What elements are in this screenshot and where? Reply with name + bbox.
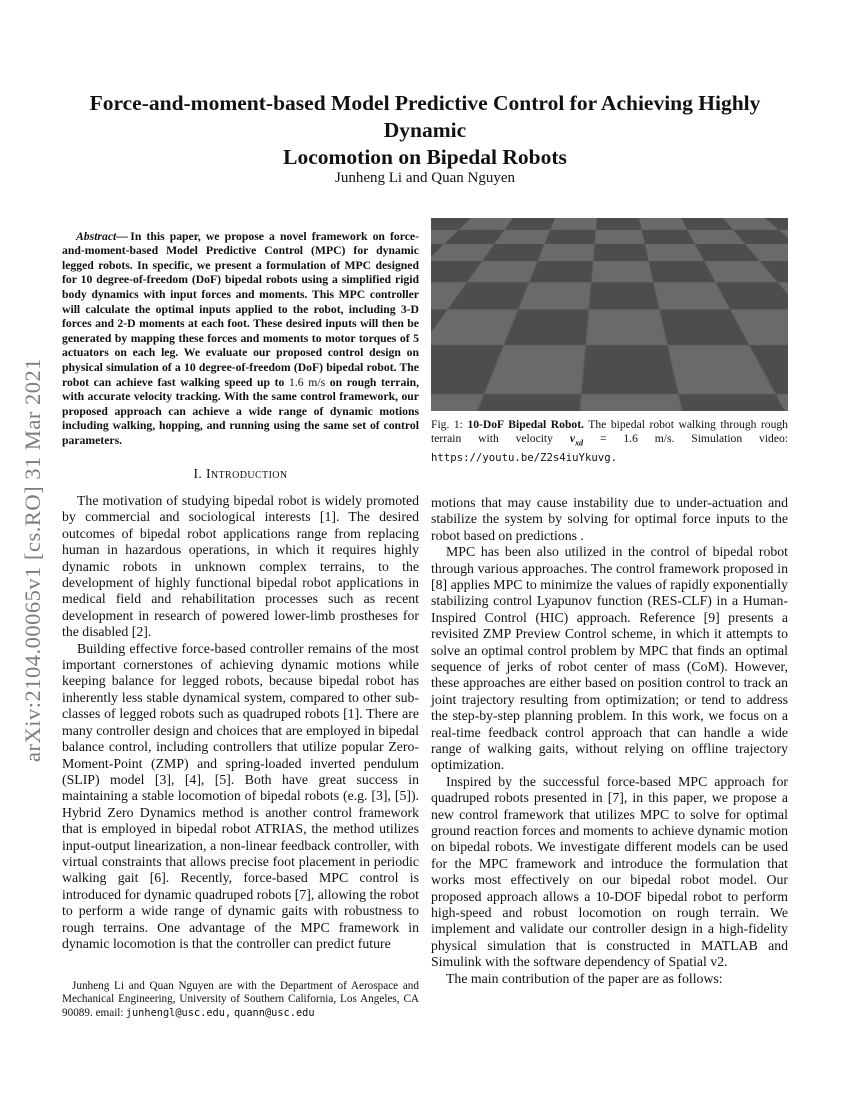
abstract-text-b: on rough terrain, with accurate velocity tracking. With the same control framework, our proposed approach can achieve a wide range of dynamic motions including walking, hopping, and running using the same set of control parameters. <box>62 375 419 447</box>
paper-title <box>70 90 780 171</box>
figure-1 <box>431 218 788 465</box>
simulation-video-link[interactable]: https://youtu.be/Z2s4iuYkuvg. <box>431 450 618 464</box>
velocity-symbol: $v_{xd}$ <box>569 432 584 448</box>
arxiv-stamp: arXiv:2104.00065v1 [cs.RO] 31 Mar 2021 <box>20 358 45 762</box>
paper-title-line2: Locomotion on Bipedal Robots <box>283 145 567 169</box>
intro-paragraph-1: The motivation of studying bipedal robot is widely promoted by commercial and sociological interests [1]. The desired outcomes of bipedal robot applications range from replacing human in hazardous operations, in which it requires highly dynamic robots in unknown complex terrains, to the development of highly functional bipedal robot applications in medical field and rehabilitation processes such as recent development in research of powered lower-limb prostheses for the disabled [2]. <box>62 493 419 640</box>
bipedal-robot-simulation-graphic <box>431 218 788 411</box>
right-paragraph-3: The main contribution of the paper are as follows: <box>446 970 723 986</box>
author-footnote <box>62 980 419 1020</box>
right-column <box>431 218 788 987</box>
right-paragraph-1: MPC has been also utilized in the control of bipedal robot through various approaches. The control framework proposed in [8] applies MPC to minimize the values of rapidly exponentially stabilizing control Lyapunov function (RES-CLF) in a Human-Inspired Control (HIC) approach. Reference [9] presents a revisited ZMP Preview Control scheme, in which it attempts to solve an optimal control problem by MPC that finds an optimal sequence of jerks of robot center of mass (CoM). However, these approaches are either based on position control to track an joint trajectory resulting from optimization; or tend to address the step-by-step planning problem. In this work, we focus on a real-time feedback control approach that can handle a wide range of walking gaits, without relying on offline trajectory optimization. <box>431 544 788 773</box>
caption-body: The bipedal robot walking through rough terrain with velocity <box>431 418 788 446</box>
right-paragraph-2: Inspired by the successful force-based MPC approach for quadruped robots presented in [7], in this paper, we propose a new control framework that utilizes MPC to solve for optimal ground reaction forces and moments to achieve dynamic motion on bipedal robots. We investigate different models can be used for the MPC framework and introduce the formulation that works most effectively on our bipedal robot model. Our proposed approach allows a 10-DOF bipedal robot to perform high-speed and robust locomotion on rough terrain. We implement and validate our controller design in a high-fidelity physical simulation that is constructed in MATLAB and Simulink with the software dependency of Spatial v2. <box>431 773 788 970</box>
wood-platform <box>453 297 776 384</box>
paper-authors: Junheng Li and Quan Nguyen <box>335 170 515 186</box>
caption-tail: = 1.6 m/s. Simulation video: <box>583 432 788 446</box>
abstract-text-a: In this paper, we propose a novel framework on force-and-moment-based Model Predictive Control (MPC) for dynamic legged robots. In specific, we present a formulation of MPC designed for 10 degree-of-freedom (DoF) bipedal robots using a simplified rigid body dynamics with input forces and moments. This MPC controller will calculate the optimal inputs applied to the robot, including 3-D forces and 2-D moments at each foot. These desired inputs will then be generated by mapping these forces and moments to motor torques of 5 actuators on each leg. We evaluate our proposed control design on physical simulation of a 10 degree-of-freedom (DoF) bipedal robot. The robot can achieve fast walking speed up to <box>62 229 419 389</box>
section-heading-introduction <box>62 466 419 482</box>
email-link-quann[interactable]: quann@usc.edu <box>233 1006 315 1019</box>
abstract-lead: Abstract— <box>76 229 131 243</box>
caption-title: 10-DoF Bipedal Robot. <box>467 418 584 431</box>
abstract <box>62 230 419 449</box>
footnote-text: Junheng Li and Quan Nguyen are with the Department of Aerospace and Mechanical Engineering, University of Southern California, Los Angeles, CA 90089. email: <box>62 979 419 1019</box>
paper-title-line1: Force-and-moment-based Model Predictive Control for Achieving Highly Dynamic <box>89 91 761 142</box>
left-column <box>62 218 419 1020</box>
figure-1-image <box>431 218 788 411</box>
section-number: I. <box>193 465 203 481</box>
robot-hip-motor-pink <box>538 291 550 301</box>
figure-1-caption <box>431 418 788 465</box>
intro-paragraph-2: Building effective force-based controller remains of the most important cornerstones of achieving dynamic motions while keeping balance for legged robots, because bipedal robot has inherently less stable dynamical system, compared to other sub-classes of legged robots such as quadruped robots [1]. There are many controller design and choices that are employed in bipedal balance control, including controllers that utilize popular Zero-Moment-Point (ZMP) and spring-loaded inverted pendulum (SLIP) model [3], [4], [5]. Both have great success in maintaining a stable locomotion of bipedal robots (e.g. [3], [5]). Hybrid Zero Dynamics method is another control framework that is employed in bipedal robot ATRIAS, the method utilizes input-output linearization, a non-linear feedback controller, with virtual constraints that allows precise foot placement in periodic walking gait [6]. Recently, force-based MPC control is introduced for dynamic quadruped robots [7], allowing the robot to perform a wide range of dynamic gaits with robustness to rough terrains. One advantage of the MPC framework in dynamic locomotion is that the controller can predict future <box>62 640 419 951</box>
email-link-junhengl[interactable]: junhengl@usc.edu, <box>125 1006 232 1019</box>
abstract-speed-value: 1.6 m/s <box>289 375 326 389</box>
section-label: Introduction <box>206 465 288 481</box>
caption-prefix: Fig. 1: <box>431 418 468 431</box>
right-paragraph-continuation: motions that may cause instability due to under-actuation and stabilize the system by solving for optimal force inputs to the robot based on predictions . <box>431 494 788 543</box>
